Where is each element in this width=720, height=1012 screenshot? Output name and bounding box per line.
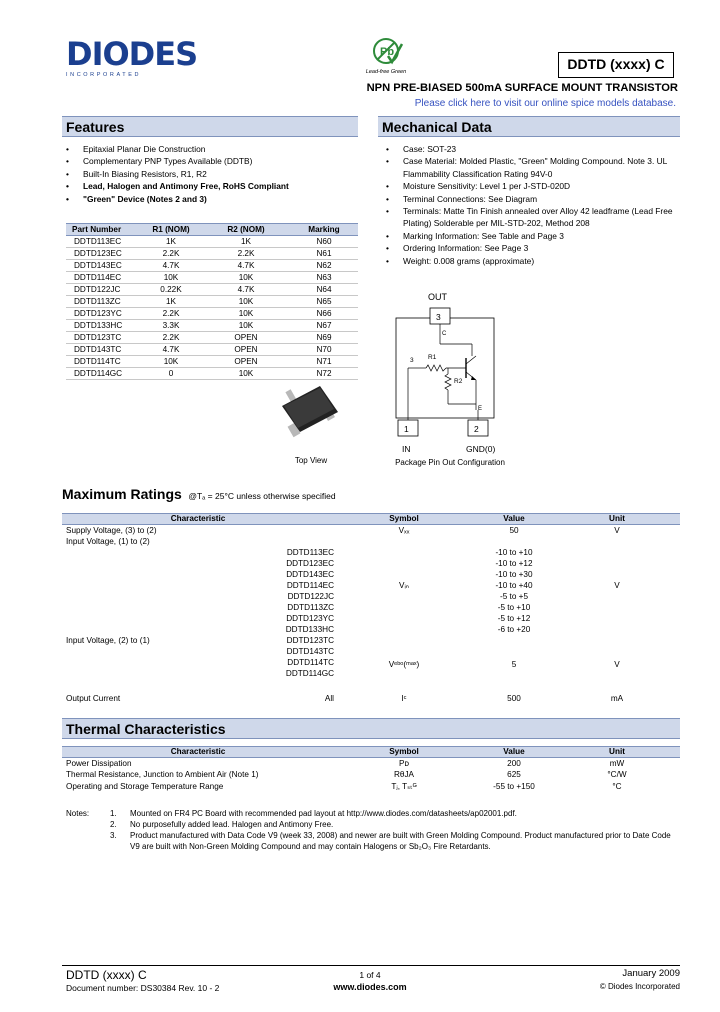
notes-label: Notes:: [66, 809, 90, 818]
emitter-label: E: [478, 406, 483, 412]
pin-out-caption: Package Pin Out Configuration: [395, 458, 505, 467]
in-label: IN: [402, 444, 411, 454]
col-part-number: Part Number: [66, 224, 140, 236]
package-caption: Top View: [294, 456, 328, 465]
r2-label: R2: [454, 378, 463, 385]
input-part: DDTD113ZC: [287, 603, 334, 612]
output-cell: [62, 693, 334, 705]
mechanical-list: [382, 143, 678, 267]
mechanical-item: • Case Material: Molded Plastic, "Green" Molding Compound. Note 3. UL Flammability Classification Rating 94V-0: [382, 155, 678, 180]
note-item: [110, 830, 680, 852]
col-value: Value: [474, 747, 554, 758]
logo-subtext: INCORPORATED: [66, 72, 142, 78]
table-cell: 3.3K: [140, 320, 202, 332]
table-cell: Tⱼ, Tₛₜᴳ: [391, 781, 417, 791]
note-item: [110, 808, 680, 819]
table-cell: °C: [612, 781, 622, 791]
table-cell: OPEN: [202, 332, 290, 344]
input-part: DDTD114EC: [286, 581, 334, 590]
table-row: [66, 308, 358, 320]
input-value: -5 to +12: [497, 614, 531, 623]
table-cell: DDTD133HC: [66, 320, 140, 332]
footer-doc-number: Document number: DS30384 Rev. 10 - 2: [66, 983, 220, 993]
table-cell: 4.7K: [202, 260, 290, 272]
table-cell: N65: [290, 296, 358, 308]
input-values: [474, 536, 554, 635]
logo-wordmark: DIODES: [66, 35, 198, 73]
table-row: [62, 769, 680, 781]
input-char: Input Voltage, (1) to (2): [66, 537, 150, 546]
table-header-row: [62, 514, 680, 525]
input2-part: DDTD123TC: [286, 636, 334, 645]
input-value: -10 to +40: [495, 581, 533, 590]
table-cell: 1K: [140, 296, 202, 308]
table-cell: DDTD114GC: [66, 368, 140, 380]
note-number: 2.: [110, 820, 117, 829]
table-cell: RθJA: [393, 770, 415, 779]
table-cell: 10K: [202, 296, 290, 308]
table-cell: Thermal Resistance, Junction to Ambient Air (Note 1): [66, 770, 259, 779]
mechanical-item: • Marking Information: See Table and Page 3: [382, 230, 678, 242]
thermal-table: [62, 746, 680, 792]
input-part: DDTD123YC: [286, 614, 334, 623]
mechanical-item: • Moisture Sensitivity: Level 1 per J-STD-020D: [382, 180, 678, 192]
table-row: [66, 272, 358, 284]
footer-copyright: © Diodes Incorporated: [599, 982, 680, 991]
table-cell: N60: [290, 236, 358, 248]
table-cell: 0.22K: [140, 284, 202, 296]
table-cell: 10K: [202, 308, 290, 320]
table-row: [66, 356, 358, 368]
feature-item: • Complementary PNP Types Available (DDTB): [62, 155, 362, 167]
input2-unit: V: [614, 659, 620, 669]
table-cell: 10K: [202, 272, 290, 284]
input2-part: DDTD114TC: [287, 658, 334, 667]
table-cell: DDTD143EC: [66, 260, 140, 272]
table-row: [62, 536, 680, 635]
table-row: [62, 525, 680, 537]
input-part: DDTD133HC: [285, 625, 334, 634]
output-char: Output Current: [66, 694, 121, 703]
thermal-table-body: [62, 758, 680, 793]
output-value: 500: [507, 694, 521, 703]
table-cell: 10K: [202, 368, 290, 380]
max-ratings-header: [62, 486, 680, 504]
feature-item: • Lead, Halogen and Antimony Free, RoHS Compliant: [62, 180, 362, 192]
table-cell: N72: [290, 368, 358, 380]
table-cell: 4.7K: [202, 284, 290, 296]
sot23-package-image: [276, 384, 346, 444]
col-r2: R2 (NOM): [202, 224, 290, 236]
features-title: Features: [66, 119, 125, 135]
footer-date: January 2009: [622, 968, 680, 979]
footer-divider: [62, 965, 680, 966]
table-cell: 2.2K: [140, 248, 202, 260]
table-row: [62, 758, 680, 770]
notes-section: [66, 808, 680, 852]
note-number: 3.: [110, 831, 117, 840]
note-text: Mounted on FR4 PC Board with recommended pad layout at http://www.diodes.com/datasheets/ap02001.pdf.: [130, 809, 517, 818]
supply-symbol: Vₓₓ: [398, 526, 410, 535]
mechanical-item: • Terminals: Matte Tin Finish annealed over Alloy 42 leadframe (Lead Free Plating) Solderable per MIL-STD-202, Method 208: [382, 205, 678, 230]
output-unit: mA: [610, 694, 624, 703]
input-value: -6 to +20: [497, 625, 531, 634]
table-cell: 10K: [140, 272, 202, 284]
table-cell: 1K: [202, 236, 290, 248]
table-cell: N61: [290, 248, 358, 260]
col-unit: Unit: [554, 747, 680, 758]
table-cell: 2.2K: [202, 248, 290, 260]
col-marking: Marking: [290, 224, 358, 236]
svg-text:Pb: Pb: [380, 46, 395, 58]
features-header: [62, 116, 358, 137]
input2-parts: [286, 635, 334, 679]
table-cell: N63: [290, 272, 358, 284]
max-ratings-title: Maximum Ratings: [62, 486, 182, 502]
mechanical-item: • Case: SOT-23: [382, 143, 678, 155]
col-unit: Unit: [554, 514, 680, 525]
footer-part: DDTD (xxxx) C: [66, 968, 147, 982]
notes-list: [110, 808, 680, 852]
table-cell: 4.7K: [140, 344, 202, 356]
pin-1-label: 1: [404, 424, 409, 434]
input-value: -10 to +30: [495, 570, 533, 579]
input2-part: DDTD143TC: [286, 647, 334, 656]
mechanical-item: • Terminal Connections: See Diagram: [382, 193, 678, 205]
input-symbol: Vᵢₙ: [398, 581, 409, 590]
table-row: [66, 368, 358, 380]
mechanical-item: • Weight: 0.008 grams (approximate): [382, 255, 678, 267]
lead-free-caption: Lead-free Green: [365, 69, 407, 75]
pin-3-label: 3: [436, 312, 441, 322]
input2-value: 5: [511, 659, 517, 669]
table-row: [66, 296, 358, 308]
table-row: [66, 284, 358, 296]
input-part: DDTD122JC: [287, 592, 334, 601]
mechanical-title: Mechanical Data: [382, 119, 492, 135]
r1-label: R1: [428, 354, 437, 361]
table-cell: OPEN: [202, 356, 290, 368]
part-table-body: [66, 236, 358, 380]
input-part: DDTD113EC: [286, 548, 334, 557]
input2-symbol: Vᵉᵇᵒ(ᵐᵃˣ): [388, 659, 420, 669]
table-row: [66, 320, 358, 332]
diodes-logo: [66, 35, 206, 82]
table-cell: 1K: [140, 236, 202, 248]
footer-website[interactable]: www.diodes.com: [333, 982, 407, 992]
table-cell: N69: [290, 332, 358, 344]
base-node-label: 3: [410, 357, 414, 364]
table-cell: DDTD122JC: [66, 284, 140, 296]
table-cell: DDTD123TC: [66, 332, 140, 344]
input-cell: [62, 536, 334, 635]
gnd-label: GND(0): [466, 444, 496, 454]
lead-free-green-logo: [358, 36, 414, 76]
table-cell: °C/W: [607, 770, 627, 779]
note-item: [110, 819, 680, 830]
table-cell: Operating and Storage Temperature Range: [66, 781, 224, 791]
output-symbol: Iᶜ: [401, 694, 407, 703]
col-value: Value: [474, 514, 554, 525]
feature-item: • Epitaxial Planar Die Construction: [62, 143, 362, 155]
col-characteristic: Characteristic: [62, 514, 334, 525]
table-row: [66, 260, 358, 272]
input-part: DDTD143EC: [286, 570, 334, 579]
mechanical-item: • Ordering Information: See Page 3: [382, 242, 678, 254]
table-cell: 0: [140, 368, 202, 380]
table-cell: N62: [290, 260, 358, 272]
table-row: [66, 248, 358, 260]
part-number-table: [66, 223, 358, 380]
table-cell: OPEN: [202, 344, 290, 356]
table-header-row: [66, 224, 358, 236]
part-number-box: DDTD (xxxx) C: [558, 52, 674, 78]
input-value: -5 to +5: [500, 592, 528, 601]
max-ratings-table: [62, 513, 680, 705]
col-symbol: Symbol: [334, 747, 474, 758]
table-row: [62, 635, 680, 693]
table-cell: 2.2K: [140, 332, 202, 344]
footer-page: 1 of 4: [359, 970, 381, 980]
col-symbol: Symbol: [334, 514, 474, 525]
table-cell: DDTD113EC: [66, 236, 140, 248]
table-row: [66, 236, 358, 248]
input2-char: Input Voltage, (2) to (1): [66, 636, 150, 645]
col-characteristic: Characteristic: [62, 747, 334, 758]
lead-free-icon: [366, 36, 406, 66]
table-header-row: [62, 747, 680, 758]
supply-unit: V: [614, 526, 620, 535]
table-cell: 625: [507, 770, 521, 779]
input-unit: V: [614, 581, 620, 590]
table-cell: N67: [290, 320, 358, 332]
input2-cell: [62, 635, 334, 693]
table-cell: DDTD123EC: [66, 248, 140, 260]
mechanical-header: [378, 116, 680, 137]
table-cell: DDTD114TC: [66, 356, 140, 368]
note-text: No purposefully added lead. Halogen and Antimony Free.: [130, 820, 334, 829]
spice-models-link[interactable]: Please click here to visit our online spice models database.: [414, 98, 676, 109]
pin-2-label: 2: [474, 424, 479, 434]
table-cell: DDTD113ZC: [66, 296, 140, 308]
table-cell: 200: [507, 759, 521, 768]
table-cell: 10K: [140, 356, 202, 368]
input2-part: DDTD114GC: [285, 669, 334, 678]
input-value: -10 to +12: [495, 559, 533, 568]
table-cell: mW: [609, 759, 625, 768]
table-row: [66, 344, 358, 356]
table-row: [62, 781, 680, 793]
input-part: DDTD123EC: [286, 559, 334, 568]
input-parts: [286, 547, 334, 635]
table-cell: Pᴅ: [399, 759, 409, 768]
pin-out-diagram: [386, 292, 512, 468]
thermal-header: [62, 718, 680, 739]
note-number: 1.: [110, 809, 117, 818]
note-text: Product manufactured with Data Code V9 (week 33, 2008) and newer are built with Green Molding Compound. Product manufactured prior to Date Code V9 are built with Non-Green Molding Compound and may contain Halogens or Sb₂O₃ Fire Retardants.: [130, 831, 671, 851]
output-part: All: [324, 694, 334, 703]
table-cell: -55 to +150: [493, 781, 535, 791]
features-list: [62, 143, 362, 205]
supply-value: 50: [509, 526, 519, 535]
feature-item: • "Green" Device (Notes 2 and 3): [62, 193, 362, 205]
input-value: -10 to +10: [495, 548, 533, 557]
table-cell: N71: [290, 356, 358, 368]
max-ratings-condition: @Tₐ = 25°C unless otherwise specified: [188, 491, 336, 501]
table-cell: 4.7K: [140, 260, 202, 272]
out-label: OUT: [428, 292, 447, 302]
col-r1: R1 (NOM): [140, 224, 202, 236]
collector-label: C: [442, 331, 447, 337]
table-cell: N70: [290, 344, 358, 356]
table-row: [62, 693, 680, 705]
table-cell: 10K: [202, 320, 290, 332]
thermal-title: Thermal Characteristics: [66, 721, 226, 737]
input-value: -5 to +10: [497, 603, 531, 612]
table-row: [66, 332, 358, 344]
table-cell: Power Dissipation: [66, 759, 132, 768]
page-subtitle: NPN PRE-BIASED 500mA SURFACE MOUNT TRANSISTOR: [366, 82, 678, 94]
table-cell: N66: [290, 308, 358, 320]
table-cell: DDTD114EC: [66, 272, 140, 284]
feature-item: • Built-In Biasing Resistors, R1, R2: [62, 168, 362, 180]
table-cell: DDTD123YC: [66, 308, 140, 320]
table-cell: DDTD143TC: [66, 344, 140, 356]
supply-char: Supply Voltage, (3) to (2): [66, 526, 157, 535]
table-cell: 2.2K: [140, 308, 202, 320]
table-cell: N64: [290, 284, 358, 296]
